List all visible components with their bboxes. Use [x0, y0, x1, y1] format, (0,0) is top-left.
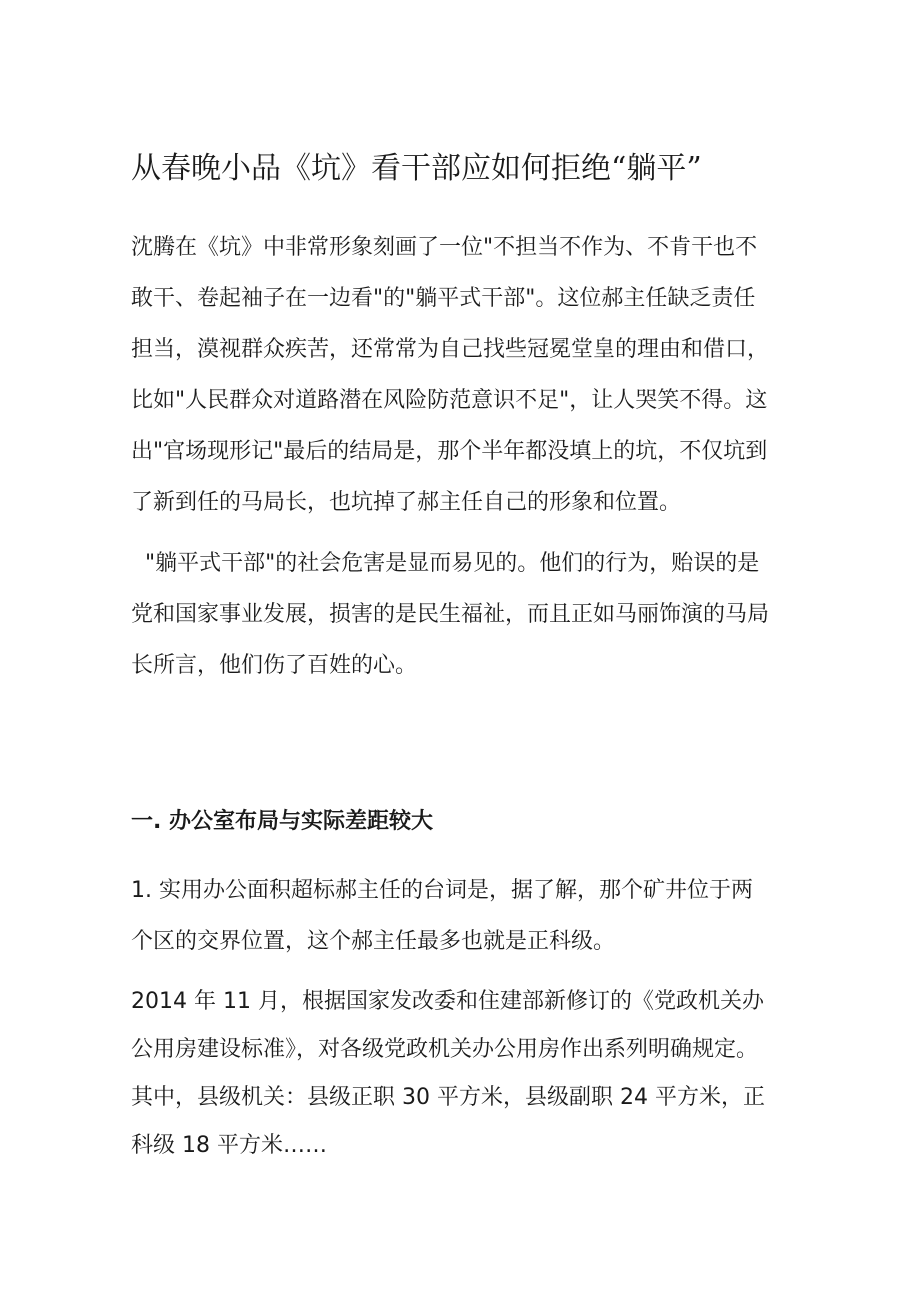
paragraph-line: 科级 18 平方米……: [131, 1133, 327, 1158]
paragraph-line: 敢干、卷起袖子在一边看"的"躺平式干部"。这位郝主任缺乏责任: [131, 286, 756, 311]
paragraph-line: 长所言，他们伤了百姓的心。: [131, 653, 418, 678]
paragraph-line: "躺平式干部"的社会危害是显而易见的。他们的行为，贻误的是: [131, 551, 760, 576]
paragraph-harm: [131, 538, 796, 691]
paragraph-line: 个区的交界位置，这个郝主任最多也就是正科级。: [131, 929, 616, 954]
paragraph-line: 出"官场现形记"最后的结局是，那个半年都没填上的坑，不仅坑到: [131, 439, 768, 464]
paragraph-office-area: [131, 865, 796, 967]
paragraph-line: 其中，县级机关：县级正职 30 平方米，县级副职 24 平方米，正: [131, 1085, 765, 1110]
paragraph-line: 沈腾在《坑》中非常形象刻画了一位"不担当不作为、不肯干也不: [131, 235, 758, 260]
paragraph-standard: [131, 978, 796, 1170]
document-title: 从春晚小品《坑》看干部应如何拒绝“躺平”: [131, 151, 702, 186]
paragraph-line: 公用房建设标准》，对各级党政机关办公用房作出系列明确规定。: [131, 1037, 759, 1062]
paragraph-line: 比如"人民群众对道路潜在风险防范意识不足"，让人哭笑不得。这: [131, 388, 768, 413]
paragraph-intro: [131, 222, 796, 528]
paragraph-line: 2014 年 11 月，根据国家发改委和住建部新修订的《党政机关办: [131, 989, 764, 1014]
paragraph-line: 了新到任的马局长，也坑掉了郝主任自己的形象和位置。: [131, 490, 682, 515]
paragraph-line: 1. 实用办公面积超标郝主任的台词是，据了解，那个矿井位于两: [131, 878, 753, 903]
paragraph-line: 担当，漠视群众疾苦，还常常为自己找些冠冕堂皇的理由和借口，: [131, 337, 770, 362]
section-heading: 一. 办公室布局与实际差距较大: [131, 809, 434, 834]
paragraph-line: 党和国家事业发展，损害的是民生福祉，而且正如马丽饰演的马局: [131, 602, 770, 627]
